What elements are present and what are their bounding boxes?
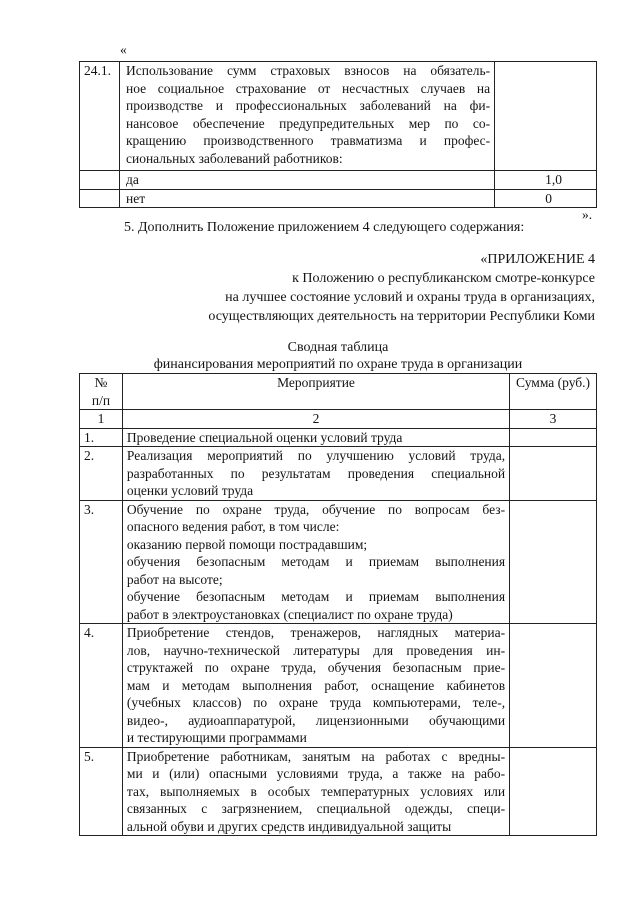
title-line: финансирования мероприятий по охране труда в организации <box>153 357 523 372</box>
text-line: оценки условий труда <box>126 483 254 498</box>
row-number: 2. <box>80 447 123 501</box>
text-line: опасного ведения работ, в том числе: <box>126 519 340 534</box>
appendix-line: осуществляющих деятельность на территории Республики Коми <box>208 309 595 324</box>
insurance-table <box>79 61 597 208</box>
sum-cell <box>510 500 597 624</box>
row-text <box>119 62 494 171</box>
text-line: мам и методам выполнения работ, оснащение кабинетов <box>126 677 506 693</box>
header-num: № п/п <box>80 374 123 410</box>
text-line: работ на высоте; <box>126 571 223 587</box>
text-line: ное социальное страхование от несчастных случаев на <box>125 80 491 96</box>
column-number-row <box>80 410 597 429</box>
text-line: обучения безопасным методам и приемам выполнения <box>126 554 506 569</box>
text-line: кращению производственного травматизма и профес- <box>125 133 491 148</box>
row-text <box>122 447 509 501</box>
table-row <box>80 747 597 836</box>
appendix-header <box>95 250 595 326</box>
text-line: Реализация мероприятий по улучшению условий труда, <box>126 448 506 463</box>
table-row <box>80 624 597 748</box>
header-event: Мероприятие <box>122 374 509 410</box>
header-row <box>80 374 597 410</box>
sum-cell <box>510 428 597 447</box>
text-line: лов, научно-технической литературы для проведения ин- <box>126 642 506 658</box>
text-line: работ в электроустановках (специалист по охране труда) <box>126 606 453 622</box>
row-text <box>122 747 509 836</box>
col-number: 3 <box>510 410 597 429</box>
table-row <box>80 189 597 208</box>
text-line: Приобретение работникам, занятым на работах с вредны- <box>126 748 506 764</box>
text-line: структажей по охране труда, обучения безопасным прие- <box>126 660 506 675</box>
option-value: 0 <box>495 189 597 208</box>
text-line: связанных с загрязнением, специальной одежды, специ- <box>126 801 506 816</box>
text-line: нансовое обеспечение предупредительных мер по со- <box>125 115 491 131</box>
row-number: 1. <box>80 428 123 447</box>
text-line: видео-, аудиоаппаратурой, лицензионными обучающими <box>126 712 506 728</box>
row-text <box>122 500 509 624</box>
table-row <box>80 500 597 624</box>
text-line: Проведение специальной оценки условий труда <box>126 429 403 445</box>
text-line: разработанных по результатам проведения специальной <box>126 465 506 481</box>
header-sum: Сумма (руб.) <box>510 374 597 410</box>
text-line: (учебных классов) по охране труда компьютерами, теле-, <box>126 695 506 710</box>
appendix-line: на лучшее состояние условий и охраны труда в организациях, <box>225 290 595 305</box>
col-number: 1 <box>80 410 123 429</box>
sum-cell <box>510 747 597 836</box>
table-row <box>80 428 597 447</box>
col-number: 2 <box>122 410 509 429</box>
text-line: тах, выполняемых в особых температурных условиях или <box>126 783 506 799</box>
value-cell <box>495 62 597 171</box>
appendix-title: «ПРИЛОЖЕНИЕ 4 <box>480 252 595 267</box>
table-title <box>79 339 597 373</box>
text-line: и тестирующими программами <box>126 730 307 745</box>
summary-table <box>79 373 597 836</box>
table-row <box>80 171 597 190</box>
row-text <box>122 624 509 748</box>
text-line: Использование сумм страховых взносов на обязатель- <box>125 63 491 78</box>
row-text <box>122 428 509 447</box>
row-number: 24.1. <box>80 62 120 171</box>
closing-quote: ». <box>582 207 593 222</box>
table-row <box>80 447 597 501</box>
text-line: оказанию первой помощи пострадавшим; <box>126 536 368 552</box>
text-line: Приобретение стендов, тренажеров, наглядных материа- <box>126 625 506 640</box>
sum-cell <box>510 447 597 501</box>
text-line: ми и (или) опасными условиями труда, а также на рабо- <box>126 766 506 781</box>
text-line: сиональных заболеваний работников: <box>125 150 343 166</box>
text-line: Обучение по охране труда, обучение по вопросам без- <box>126 501 506 517</box>
row-number: 4. <box>80 624 123 748</box>
title-line: Сводная таблица <box>287 340 389 355</box>
opening-quote: « <box>120 42 127 57</box>
text-line: производстве и профессиональных заболеваний на фи- <box>125 98 491 113</box>
option-label: нет <box>119 189 494 208</box>
amendment-paragraph: 5. Дополнить Положение приложением 4 следующего содержания: <box>124 220 525 235</box>
text-line: альной обуви и других средств индивидуальной защиты <box>126 818 452 834</box>
row-number: 3. <box>80 500 123 624</box>
table-row <box>80 62 597 171</box>
option-value: 1,0 <box>495 171 597 190</box>
option-label: да <box>119 171 494 190</box>
appendix-line: к Положению о республиканском смотре-конкурсе <box>292 271 595 286</box>
sum-cell <box>510 624 597 748</box>
text-line: обучение безопасным методам и приемам выполнения <box>126 589 506 604</box>
row-number: 5. <box>80 747 123 836</box>
